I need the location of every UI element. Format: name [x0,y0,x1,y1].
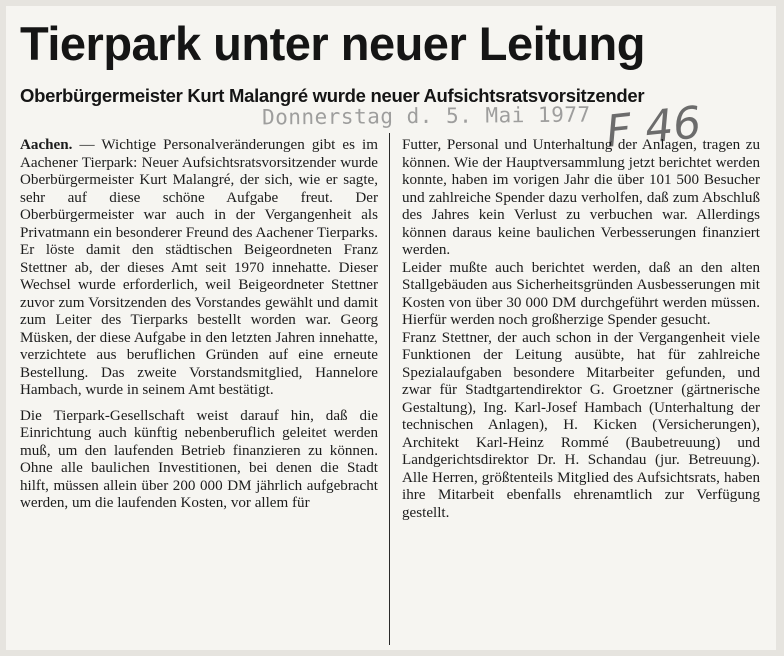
article-column-left [20,137,378,513]
paragraph-text: — Wichtige Personalveränderungen gibt es im Aachener Tierpark: Neuer Aufsichtsratsvorsitzender wurde Oberbürgermeister Kurt Malangré, der sich, wie er sagte, sehr auf diese schöne Aufgabe freut. Der Oberbürgermeister war auch in der Vergangenheit als Privatmann ein besonderer Freund des Aachener Tierparks. Er löste damit den städtischen Beigeordneten Franz Stettner ab, der dieses Amt seit 1970 innehatte. Dieser Wechsel wurde erforderlich, weil Beigeordneter Stettner zuvor zum Vorsitzenden des Vorstandes gewählt und damit zum Leiter des Tierparks bestellt worden war. Georg Müsken, der diese Aufgabe in den letzten Jahren innehatte, verzichtete aus beruflichen Gründen auf eine erneute Bestellung. Das zweite Vorstandsmitglied, Hannelore Hambach, wurde in seinem Amt bestätigt. [20,137,378,398]
handwritten-archive-mark: F 46 [603,97,704,158]
article-paragraph: Die Tierpark-Gesellschaft weist darauf hin, daß die Einrichtung auch künftig nebenberuflich geleitet werden muß, um den laufenden Betrieb finanzieren zu können. Ohne alle baulichen Investitionen, bei denen die Stadt hilft, müssen allein über 200 000 DM jährlich aufgebracht werden, um die laufenden Kosten, vor allem für [20,407,378,511]
article-paragraph: Leider mußte auch berichtet werden, daß an den alten Stallgebäuden aus Sicherheitsgründen Ausbesserungen mit Kosten von über 30 000 DM durchgeführt werden müssen. Hierfür werden noch großherzige Spender gesucht. [402,259,760,328]
column-divider [389,133,390,645]
article-paragraph: Futter, Personal und Unterhaltung der Anlagen, tragen zu können. Wie der Hauptversammlung jetzt berichtet werden konnte, haben im vorigen Jahr die über 101 500 Besucher und zahlreiche Spender dazu verholfen, daß zum Abschluß des Jahres kein Verlust zu verbuchen war. Allerdings können daraus keine baulichen Verbesserungen finanziert werden. [402,137,760,258]
article-paragraph: Franz Stettner, der auch schon in der Vergangenheit viele Funktionen der Leitung ausübte, hat für zahlreiche Spezialaufgaben besondere Mitarbeiter gefunden, und zwar für Stadtgartendirektor G. Groetzner (gärtnerische Gestaltung), Ing. Karl-Josef Hambach (Unterhaltung der technischen Anlagen), H. Kicken (Versicherungen), Architekt Karl-Heinz Rommé (Baubetreuung) und Landgerichtsdirektor Dr. H. Schandau (jur. Betreuung). Alle Herren, größtenteils Mitglied des Aufsichtsrats, haben ihre Mitarbeit ebenfalls ehrenamtlich zur Verfügung gestellt. [402,329,760,521]
article-paragraph [20,137,378,400]
date-stamp: Donnerstag d. 5. Mai 1977 [261,102,591,130]
article-column-right [402,137,760,522]
article-dateline: Aachen. [20,137,73,153]
article-headline: Tierpark unter neuer Leitung [20,17,645,70]
article-subheadline: Oberbürgermeister Kurt Malangré wurde neuer Aufsichtsratsvorsitzender [20,85,645,106]
